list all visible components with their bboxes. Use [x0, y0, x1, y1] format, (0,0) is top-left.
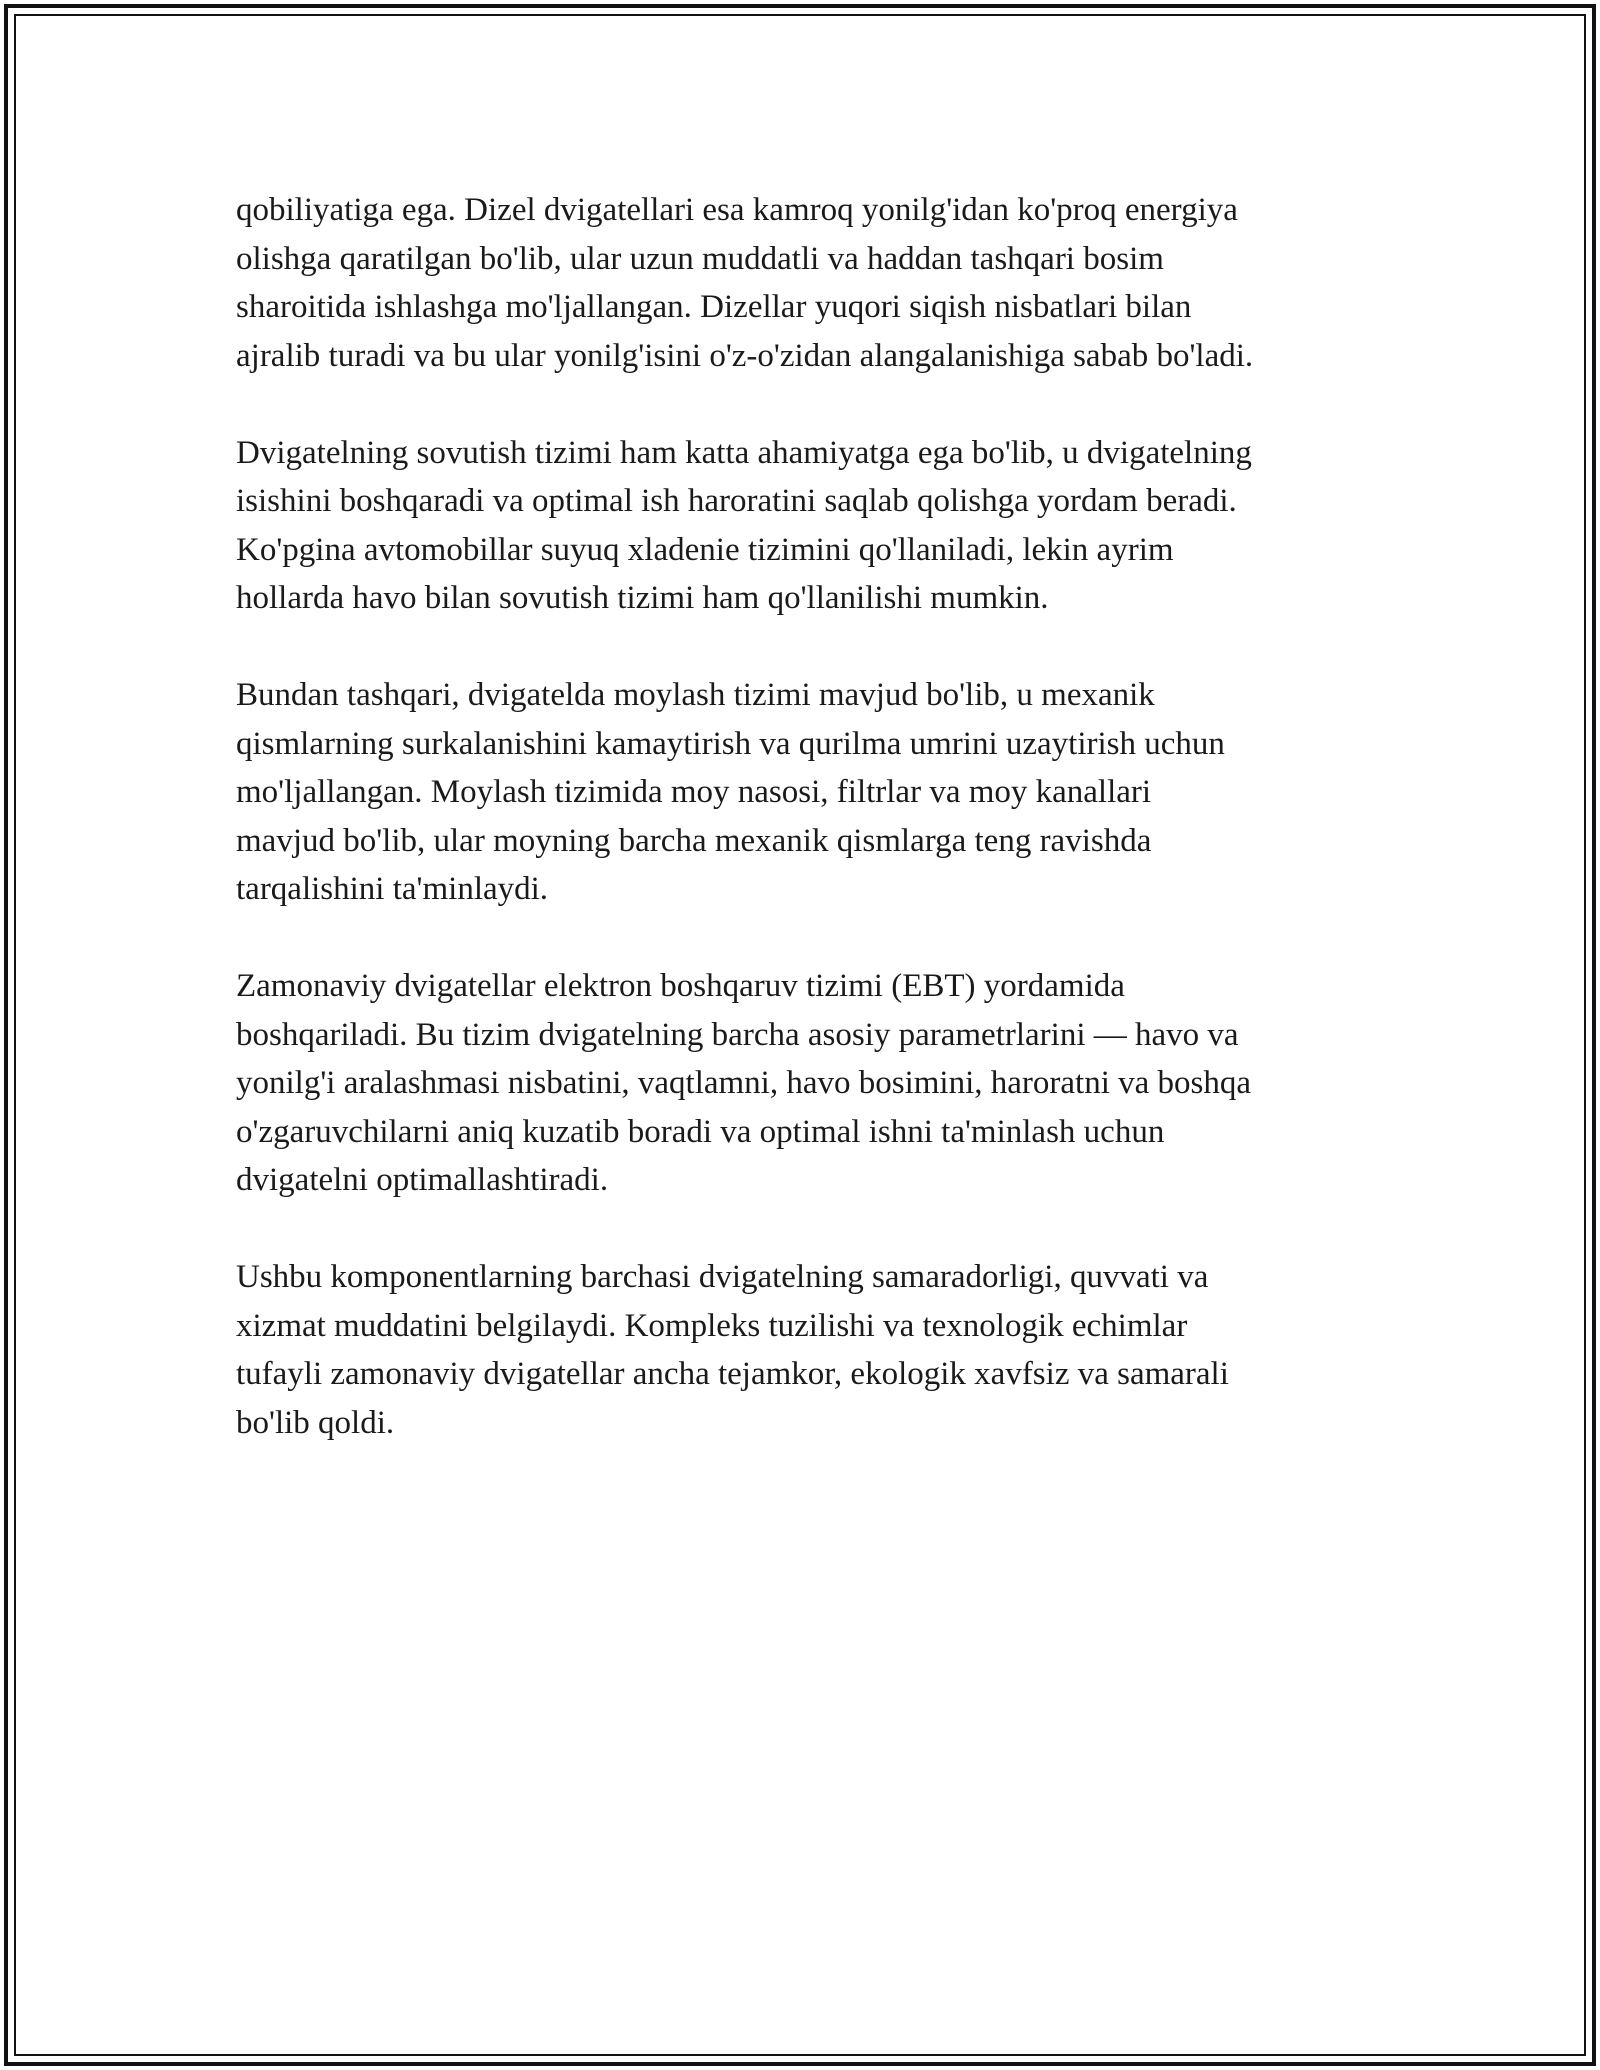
text-line: Ko'pgina avtomobillar suyuq xladenie tizimini qo'llaniladi, lekin ayrim: [236, 531, 1174, 568]
text-line: qobiliyatiga ega. Dizel dvigatellari esa kamroq yonilg'idan ko'proq energiya: [236, 192, 1238, 228]
text-line: yonilg'i aralashmasi nisbatini, vaqtlamni, havo bosimini, haroratni va boshqa: [236, 1065, 1252, 1101]
text-line: olishga qaratilgan bo'lib, ular uzun muddatli va haddan tashqari bosim: [236, 240, 1164, 277]
text-line: isishini boshqaradi va optimal ish haroratini saqlab qolishga yordam beradi.: [236, 483, 1237, 519]
paragraph: [236, 962, 1376, 1205]
text-line: Bundan tashqari, dvigatelda moylash tizimi mavjud bo'lib, u mexanik: [236, 677, 1155, 713]
text-line: xizmat muddatini belgilaydi. Kompleks tuzilishi va texnologik echimlar: [236, 1307, 1188, 1344]
text-line: Dvigatelning sovutish tizimi ham katta ahamiyatga ega bo'lib, u dvigatelning: [236, 434, 1252, 471]
text-line: mo'ljallangan. Moylash tizimida moy nasosi, filtrlar va moy kanallari: [236, 774, 1152, 810]
text-line: tufayli zamonaviy dvigatellar ancha tejamkor, ekologik xavfsiz va samarali: [236, 1356, 1229, 1392]
text-line: hollarda havo bilan sovutish tizimi ham qo'llanilishi mumkin.: [236, 580, 1049, 616]
paragraph: [236, 186, 1376, 380]
text-line: Ushbu komponentlarning barchasi dvigatelning samaradorligi, quvvati va: [236, 1259, 1209, 1295]
text-line: Zamonaviy dvigatellar elektron boshqaruv tizimi (EBT) yordamida: [236, 968, 1125, 1004]
text-line: qismlarning surkalanishini kamaytirish va qurilma umrini uzaytirish uchun: [236, 725, 1225, 762]
paragraph: [236, 429, 1376, 623]
text-line: ajralib turadi va bu ular yonilg'isini o'z-o'zidan alangalanishiga sabab bo'ladi.: [236, 337, 1254, 374]
paragraph: [236, 1253, 1376, 1447]
text-line: tarqalishini ta'minlaydi.: [236, 871, 549, 907]
text-line: boshqariladi. Bu tizim dvigatelning barcha asosiy parametrlarini — havo va: [236, 1016, 1239, 1053]
paragraph: [236, 671, 1376, 914]
text-line: sharoitida ishlashga mo'ljallangan. Dizellar yuqori siqish nisbatlari bilan: [236, 289, 1192, 325]
text-line: mavjud bo'lib, ular moyning barcha mexanik qismlarga teng ravishda: [236, 822, 1152, 859]
document-body: [236, 186, 1376, 1496]
text-line: o'zgaruvchilarni aniq kuzatib boradi va optimal ishni ta'minlash uchun: [236, 1113, 1165, 1150]
text-line: bo'lib qoldi.: [236, 1404, 395, 1441]
text-line: dvigatelni optimallashtiradi.: [236, 1162, 609, 1198]
